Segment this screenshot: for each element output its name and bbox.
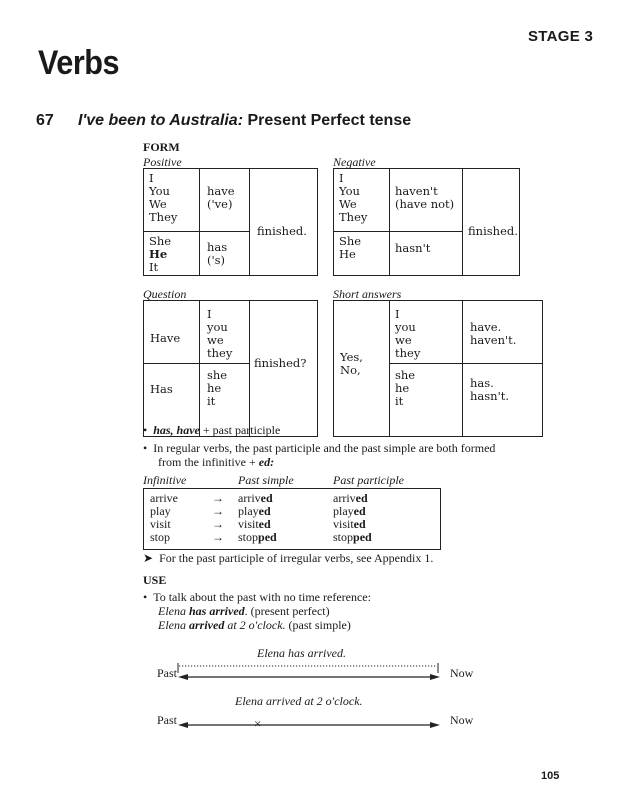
past-participle-cell: arrived — [333, 491, 368, 505]
infinitive-cell: play — [150, 504, 171, 518]
use-bullet: • To talk about the past with no time reference: — [143, 590, 371, 604]
example-present-perfect: Elena has arrived. (present perfect) — [158, 604, 330, 618]
infinitive-cell: stop — [150, 530, 171, 544]
header-past-simple: Past simple — [238, 473, 294, 487]
short-answers-table — [333, 300, 543, 437]
short-answers-label: Short answers — [333, 287, 402, 301]
negative-participle: finished. — [468, 224, 518, 238]
irregular-note: ➤ For the past participle of irregular verbs, see Appendix 1. — [143, 551, 434, 565]
past-simple-cell: stopped — [238, 530, 277, 544]
past-simple-cell: played — [238, 504, 271, 518]
negative-pronouns-top: I You We They — [339, 171, 368, 224]
past-participle-cell: stopped — [333, 530, 372, 544]
arrow-icon: → — [212, 504, 224, 518]
infinitive-cell: visit — [150, 517, 171, 531]
timeline2-marker-icon: × — [254, 716, 262, 731]
example-past-simple: Elena arrived at 2 o'clock. (past simple) — [158, 618, 351, 632]
note-regular-verbs: • In regular verbs, the past participle and the past simple are both formed — [143, 441, 496, 455]
timeline1-diagram — [176, 660, 446, 686]
positive-label: Positive — [143, 155, 182, 169]
timeline1-caption: Elena has arrived. — [257, 646, 346, 660]
question-table — [143, 300, 318, 437]
question-pronouns-bottom: she he it — [207, 368, 228, 408]
note-regular-verbs-2: from the infinitive + ed: — [158, 455, 275, 469]
unit-title-rest: Present Perfect tense — [247, 112, 412, 129]
unit-number: 67 — [36, 112, 54, 129]
form-heading: FORM — [143, 140, 180, 154]
unit-title — [78, 112, 411, 130]
past-simple-cell: arrived — [238, 491, 273, 505]
short-answers-pronouns-bottom: she he it — [395, 368, 416, 408]
note-participle: • has, have + past participle — [143, 423, 281, 437]
question-aux-bottom: Has — [150, 382, 173, 396]
arrow-icon: → — [212, 491, 224, 505]
negative-table — [333, 168, 520, 276]
question-participle: finished? — [254, 356, 307, 370]
positive-pronouns-bottom: She He It — [149, 234, 172, 274]
short-answers-yes-no: Yes, No, — [340, 350, 363, 377]
regular-verbs-table — [143, 488, 441, 550]
past-participle-cell: played — [333, 504, 366, 518]
positive-participle: finished. — [257, 224, 307, 238]
timeline2-past: Past — [157, 713, 178, 727]
negative-aux-top: haven't (have not) — [395, 184, 455, 211]
header-past-participle: Past participle — [333, 473, 404, 487]
use-heading: USE — [143, 573, 167, 587]
unit-title-italic: I've been to Australia: — [78, 112, 244, 129]
negative-label: Negative — [333, 155, 376, 169]
past-participle-cell: visited — [333, 517, 366, 531]
question-label: Question — [143, 287, 187, 301]
short-answers-pronouns-top: I you we they — [395, 307, 421, 360]
timeline2-caption: Elena arrived at 2 o'clock. — [235, 694, 363, 708]
page-number: 105 — [541, 770, 560, 782]
positive-aux-top: have ('ve) — [207, 184, 235, 211]
stage-label: STAGE 3 — [528, 28, 594, 45]
infinitive-cell: arrive — [150, 491, 178, 505]
question-pronouns-top: I you we they — [207, 307, 233, 360]
header-infinitive: Infinitive — [143, 473, 187, 487]
positive-aux-bottom: has ('s) — [207, 240, 228, 267]
positive-pronouns-top: I You We They — [149, 171, 178, 224]
short-answers-answers-top: have. haven't. — [470, 320, 517, 347]
arrow-icon: → — [212, 530, 224, 544]
pointer-arrow-icon: ➤ — [143, 551, 154, 565]
timeline2-diagram — [176, 716, 446, 736]
timeline2-now: Now — [450, 713, 474, 727]
negative-aux-bottom: hasn't — [395, 241, 431, 255]
page-title: Verbs — [38, 44, 120, 82]
short-answers-answers-bottom: has. hasn't. — [470, 376, 510, 403]
arrow-icon: → — [212, 517, 224, 531]
timeline1-past: Past — [157, 666, 178, 680]
past-simple-cell: visited — [238, 517, 271, 531]
negative-pronouns-bottom: She He — [339, 234, 362, 261]
positive-table — [143, 168, 318, 276]
question-aux-top: Have — [150, 331, 181, 345]
timeline1-now: Now — [450, 666, 474, 680]
